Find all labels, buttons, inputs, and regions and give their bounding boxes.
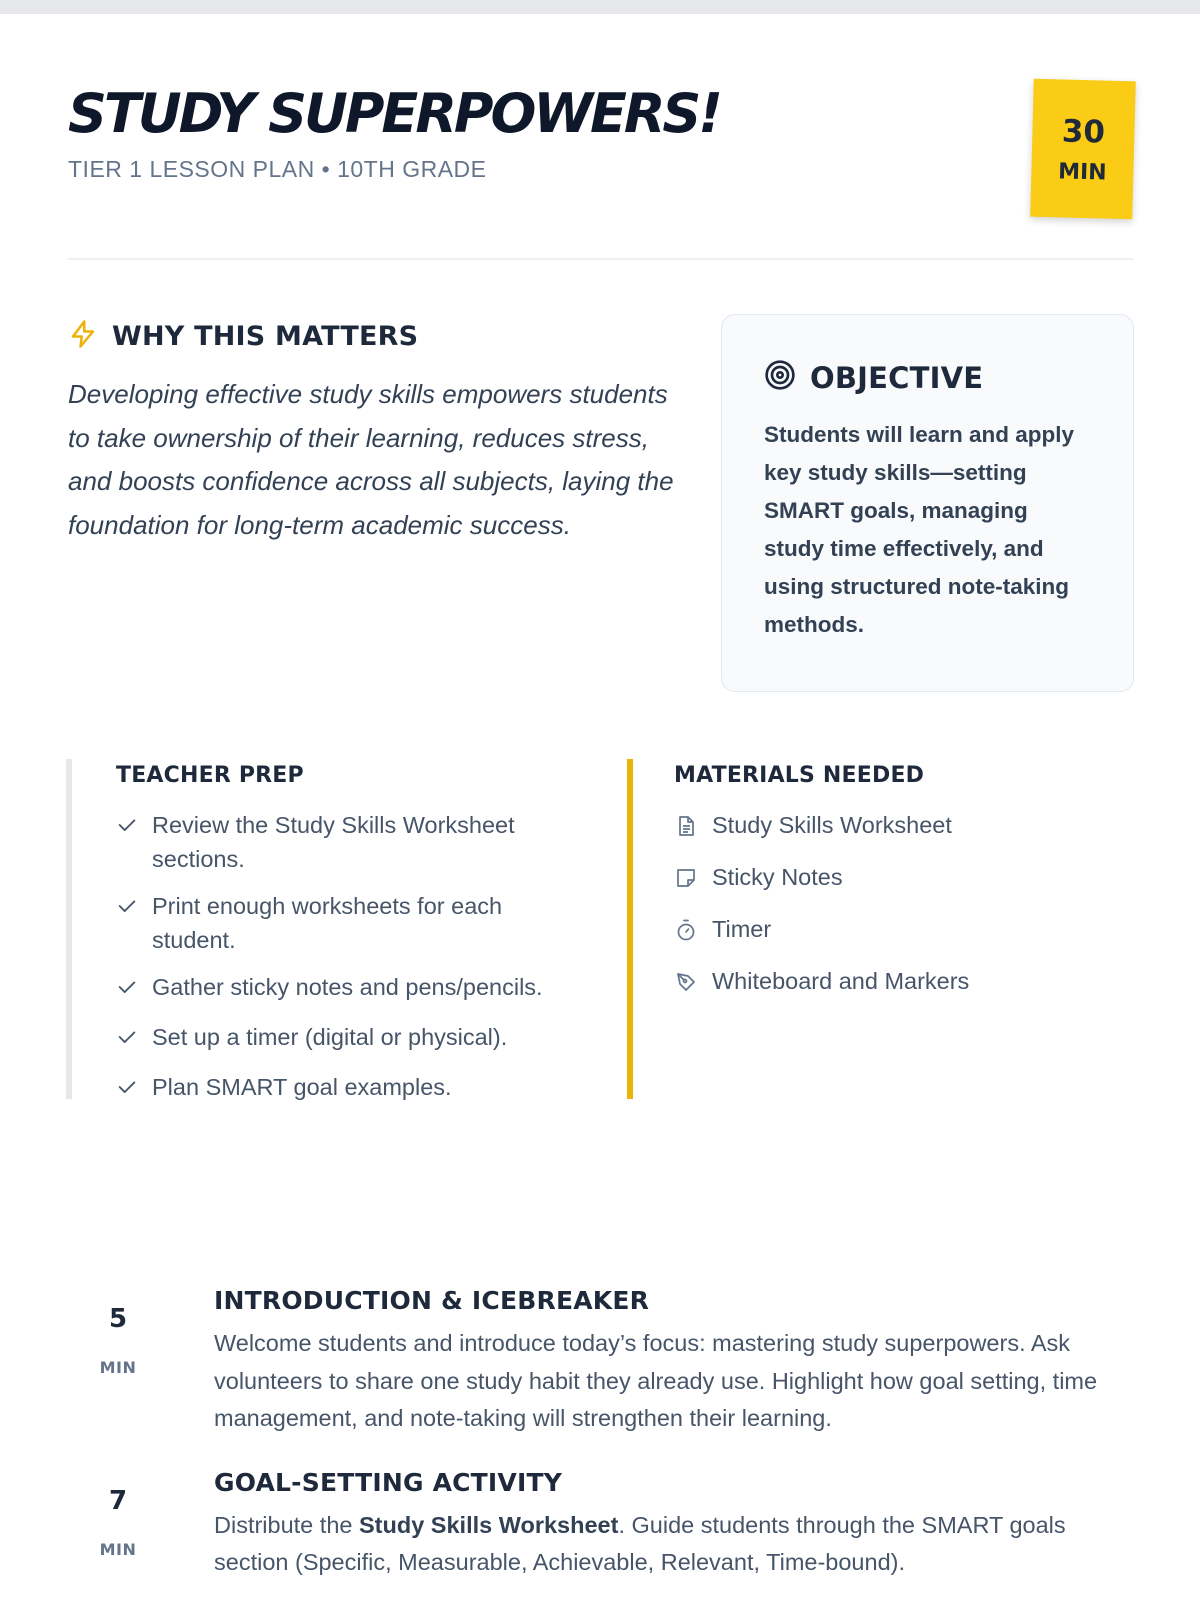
agenda-step — [68, 1468, 1134, 1582]
target-icon — [764, 359, 796, 396]
sticky-note-icon — [674, 860, 698, 899]
list-item — [116, 808, 586, 876]
material-item-text: Whiteboard and Markers — [712, 968, 970, 994]
why-text: Developing effective study skills empowers students to take ownership of their learning, reduces stress, and boosts confidence across all subjects, laying the foundation for long-term academic success. — [68, 379, 674, 540]
materials-section — [627, 759, 1134, 1099]
page-subtitle: TIER 1 LESSON PLAN • 10TH GRADE — [68, 156, 487, 182]
objective-card — [721, 314, 1134, 692]
page-title: STUDY SUPERPOWERS! — [68, 82, 720, 145]
top-strip — [0, 0, 1200, 14]
why-heading: WHY THIS MATTERS — [112, 321, 419, 352]
materials-heading: MATERIALS NEEDED — [674, 763, 925, 788]
list-item — [674, 808, 1134, 847]
step-text: Welcome students and introduce today’s focus: mastering study superpowers. Ask volunteers to share one study habit they already use. Highlight how goal setting, time management, and note-taking will strengthen their learning. — [214, 1330, 1098, 1431]
header-divider — [68, 258, 1134, 260]
material-item-text: Study Skills Worksheet — [712, 812, 952, 838]
prep-item-text: Review the Study Skills Worksheet sections. — [152, 812, 515, 872]
step-minutes: 5 — [108, 1304, 128, 1334]
list-item — [116, 889, 586, 957]
duration-value: 30 — [1061, 112, 1106, 151]
duration-badge — [1030, 79, 1136, 220]
stopwatch-icon — [674, 912, 698, 951]
step-duration — [68, 1286, 214, 1438]
agenda-section — [68, 1286, 1134, 1600]
agenda-step — [68, 1286, 1134, 1438]
list-item — [116, 1070, 586, 1107]
check-icon — [116, 889, 138, 926]
list-item — [674, 964, 1134, 1003]
prep-item-text: Plan SMART goal examples. — [152, 1074, 452, 1100]
prep-item-text: Print enough worksheets for each student. — [152, 893, 503, 953]
material-item-text: Sticky Notes — [712, 864, 843, 890]
step-title: GOAL-SETTING ACTIVITY — [214, 1467, 563, 1497]
material-item-text: Timer — [712, 916, 772, 942]
list-item — [116, 970, 586, 1007]
duration-unit: MIN — [1057, 158, 1107, 186]
check-icon — [116, 970, 138, 1007]
list-item — [674, 860, 1134, 899]
check-icon — [116, 808, 138, 845]
step-text-start: Distribute the — [214, 1511, 359, 1538]
step-minutes: 7 — [108, 1485, 128, 1516]
step-unit: MIN — [99, 1539, 137, 1559]
lesson-header — [68, 84, 1134, 260]
objective-text: Students will learn and apply key study skills—setting SMART goals, managing study time effectively, and using structured note-taking methods. — [764, 422, 1075, 637]
objective-heading: OBJECTIVE — [810, 360, 984, 395]
step-text — [214, 1507, 1134, 1582]
step-title: INTRODUCTION & ICEBREAKER — [214, 1286, 650, 1315]
why-this-matters-section — [68, 318, 688, 547]
worksheet-name: Study Skills Worksheet — [358, 1511, 619, 1538]
check-icon — [116, 1070, 138, 1107]
step-text-end: . Guide students through the SMART goals section (Specific, Measurable, Achievable, Relevant, Time-bound). — [214, 1511, 1066, 1575]
lightning-icon — [68, 318, 98, 355]
teacher-prep-section — [66, 759, 586, 1099]
step-duration — [68, 1468, 214, 1582]
check-icon — [116, 1020, 138, 1057]
marker-icon — [674, 964, 698, 1003]
list-item — [674, 912, 1134, 951]
step-unit: MIN — [99, 1358, 137, 1377]
prep-item-text: Set up a timer (digital or physical). — [152, 1024, 508, 1050]
prep-item-text: Gather sticky notes and pens/pencils. — [152, 974, 543, 1000]
teacher-prep-heading: TEACHER PREP — [116, 763, 304, 788]
document-icon — [674, 808, 698, 847]
list-item — [116, 1020, 586, 1057]
